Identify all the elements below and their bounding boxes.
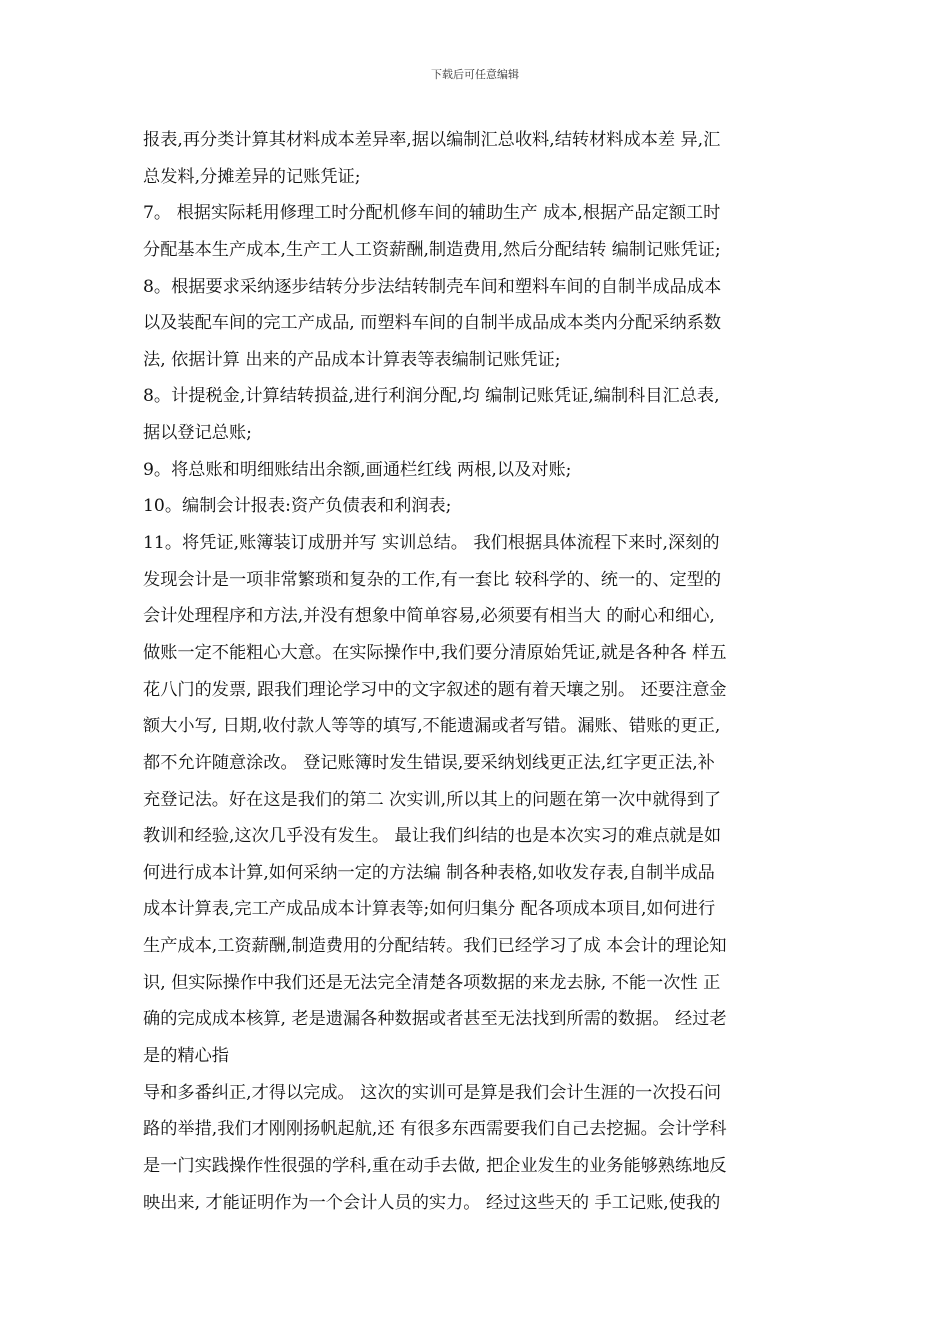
text-line: 分配基本生产成本,生产工人工资薪酬,制造费用,然后分配结转 编制记账凭证;	[143, 239, 721, 260]
text-line: 生产成本,工资薪酬,制造费用的分配结转。我们已经学习了成 本会计的理论知	[143, 936, 727, 957]
text-line: 导和多番纠正,才得以完成。 这次的实训可是算是我们会计生涯的一次投石问	[143, 1082, 722, 1103]
text-line: 8。计提税金,计算结转损益,进行利润分配,均 编制记账凭证,编制科目汇总表,	[143, 386, 720, 407]
text-line: 是一门实践操作性很强的学科,重在动手去做, 把企业发生的业务能够熟练地反	[143, 1155, 727, 1176]
text-line: 报表,再分类计算其材料成本差异率,据以编制汇总收料,结转材料成本差 异,汇	[143, 130, 721, 150]
text-line: 11。将凭证,账簿装订成册并写 实训总结。 我们根据具体流程下来时,深刻的	[143, 533, 720, 554]
text-line: 是的精心指	[143, 1046, 229, 1067]
page-header: 下载后可任意编辑	[431, 68, 519, 81]
text-line: 会计处理程序和方法,并没有想象中简单容易,必须要有相当大 的耐心和细心,	[143, 606, 715, 627]
text-line: 成本计算表,完工产成品成本计算表等;如何归集分 配各项成本项目,如何进行	[143, 899, 716, 920]
text-line: 识, 但实际操作中我们还是无法完全清楚各项数据的来龙去脉, 不能一次性 正	[143, 972, 721, 993]
text-line: 10。编制会计报表:资产负债表和利润表;	[143, 496, 452, 517]
text-line: 8。根据要求采纳逐步结转分步法结转制壳车间和塑料车间的自制半成品成本	[143, 276, 722, 297]
text-line: 9。将总账和明细账结出余额,画通栏红线 两根,以及对账;	[143, 459, 572, 480]
text-line: 路的举措,我们才刚刚扬帆起航,还 有很多东西需要我们自己去挖掘。会计学科	[143, 1119, 727, 1140]
text-line: 何进行成本计算,如何采纳一定的方法编 制各种表格,如收发存表,自制半成品	[143, 862, 715, 883]
text-line: 教训和经验,这次几乎没有发生。 最让我们纠结的也是本次实习的难点就是如	[143, 826, 722, 847]
text-line: 额大小写, 日期,收付款人等等的填写,不能遗漏或者写错。漏账、错账的更正,	[143, 716, 721, 737]
text-line: 发现会计是一项非常繁琐和复杂的工作,有一套比 较科学的、统一的、定型的	[143, 569, 722, 590]
text-line: 花八门的发票, 跟我们理论学习中的文字叙述的题有着天壤之别。 还要注意金	[143, 679, 727, 700]
text-line: 总发料,分摊差异的记账凭证;	[143, 166, 361, 187]
text-line: 据以登记总账;	[143, 423, 252, 444]
text-line: 确的完成成本核算, 老是遗漏各种数据或者甚至无法找到所需的数据。 经过老	[143, 1009, 727, 1030]
text-line: 映出来, 才能证明作为一个会计人员的实力。 经过这些天的 手工记账,使我的	[143, 1192, 721, 1213]
text-line: 做账一定不能粗心大意。在实际操作中,我们要分清原始凭证,就是各种各 样五	[143, 642, 727, 663]
text-line: 法, 依据计算 出来的产品成本计算表等表编制记账凭证;	[143, 349, 561, 370]
text-line: 充登记法。好在这是我们的第二 次实训,所以其上的问题在第一次中就得到了	[143, 789, 722, 810]
text-line: 7。 根据实际耗用修理工时分配机修车间的辅助生产 成本,根据产品定额工时	[143, 203, 721, 224]
document-body	[143, 122, 815, 1221]
text-line: 都不允许随意涂改。 登记账簿时发生错误,要采纳划线更正法,红字更正法,补	[143, 752, 715, 773]
text-line: 以及装配车间的完工产成品, 而塑料车间的自制半成品成本类内分配采纳系数	[143, 313, 722, 334]
